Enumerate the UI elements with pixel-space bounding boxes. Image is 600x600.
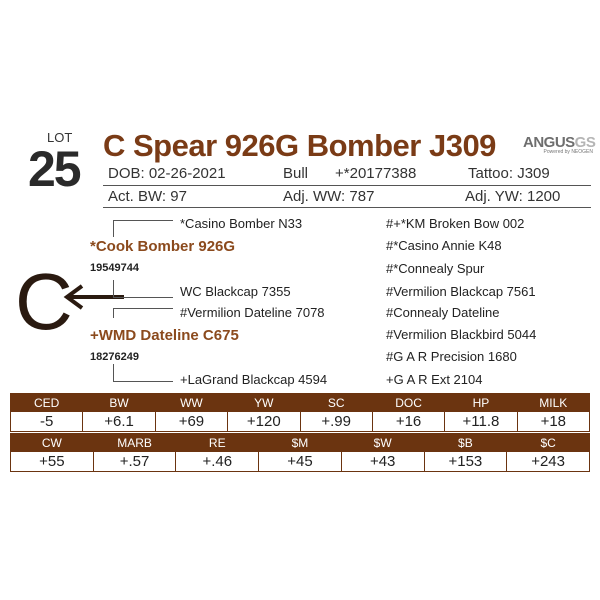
dd-dam: +G A R Ext 2104 <box>386 372 483 387</box>
epd-header: DOC <box>372 394 444 412</box>
ped-line <box>113 220 114 237</box>
header-divider <box>103 185 591 186</box>
ds-sire: #Connealy Dateline <box>386 305 500 320</box>
epd-header: $B <box>424 434 507 452</box>
epd-header: YW <box>228 394 300 412</box>
logo-gs-text: GS <box>574 134 596 151</box>
dam: +WMD Dateline C675 <box>90 327 239 344</box>
tattoo: Tattoo: J309 <box>468 165 550 182</box>
sire-dam: WC Blackcap 7355 <box>180 284 291 299</box>
epd-header: HP <box>445 394 517 412</box>
sd-dam: #Vermilion Blackcap 7561 <box>386 284 536 299</box>
lot-label: LOT <box>47 130 73 145</box>
ped-line <box>113 308 173 309</box>
angus-gs-logo <box>523 134 596 164</box>
epd-header-row <box>11 434 590 452</box>
epd-header: $C <box>507 434 590 452</box>
epd-value: +43 <box>341 452 424 472</box>
epd-value: +69 <box>155 412 227 432</box>
epd-value-row <box>11 452 590 472</box>
sd-sire: #*Connealy Spur <box>386 261 485 276</box>
lot-number: 25 <box>28 141 80 197</box>
epd-value: +18 <box>517 412 589 432</box>
epd-header: MILK <box>517 394 589 412</box>
epd-header: $M <box>259 434 342 452</box>
ped-line <box>113 297 173 298</box>
sire-registration: 19549744 <box>90 262 139 274</box>
epd-header: SC <box>300 394 372 412</box>
marker-letter: C <box>15 257 73 346</box>
dob: DOB: 02-26-2021 <box>108 165 226 182</box>
epd-value: +16 <box>372 412 444 432</box>
epd-header-row <box>11 394 590 412</box>
logo-sub-text: Powered by NEOGEN <box>543 149 593 155</box>
ped-line <box>113 381 173 382</box>
dd-sire: #G A R Precision 1680 <box>386 349 517 364</box>
ss-dam: #*Casino Annie K48 <box>386 238 502 253</box>
ped-line <box>113 220 173 221</box>
epd-header: RE <box>176 434 259 452</box>
epd-value-row <box>11 412 590 432</box>
epd-header: $W <box>341 434 424 452</box>
adjusted-yearling-weight: Adj. YW: 1200 <box>465 188 561 205</box>
ped-line <box>113 308 114 318</box>
epd-table-1 <box>10 393 590 432</box>
animal-name: C Spear 926G Bomber J309 <box>103 128 496 163</box>
ds-dam: #Vermilion Blackbird 5044 <box>386 327 537 342</box>
epd-table-2 <box>10 433 590 472</box>
epd-value: +45 <box>259 452 342 472</box>
logo-main-text: ANGUS <box>523 134 575 151</box>
ped-line <box>113 364 114 381</box>
epd-value: -5 <box>11 412 83 432</box>
epd-value: +.99 <box>300 412 372 432</box>
ped-line <box>113 280 114 297</box>
epd-header: CED <box>11 394 83 412</box>
ss-sire: #+*KM Broken Bow 002 <box>386 216 525 231</box>
epd-value: +.57 <box>93 452 176 472</box>
epd-value: +153 <box>424 452 507 472</box>
registration-number: +*20177388 <box>335 165 417 182</box>
epd-header: WW <box>155 394 227 412</box>
header-divider-bottom <box>103 207 591 208</box>
dam-dam: +LaGrand Blackcap 4594 <box>180 372 328 387</box>
epd-value: +6.1 <box>83 412 155 432</box>
epd-value: +120 <box>228 412 300 432</box>
epd-header: MARB <box>93 434 176 452</box>
epd-header: BW <box>83 394 155 412</box>
dam-sire: #Vermilion Dateline 7078 <box>180 305 325 320</box>
adjusted-weaning-weight: Adj. WW: 787 <box>283 188 375 205</box>
actual-birth-weight: Act. BW: 97 <box>108 188 187 205</box>
epd-value: +.46 <box>176 452 259 472</box>
sex: Bull <box>283 165 309 182</box>
epd-value: +11.8 <box>445 412 517 432</box>
sire: *Cook Bomber 926G <box>90 238 236 255</box>
epd-value: +55 <box>11 452 94 472</box>
epd-value: +243 <box>507 452 590 472</box>
epd-header: CW <box>11 434 94 452</box>
sire-sire: *Casino Bomber N33 <box>180 216 303 231</box>
dam-registration: 18276249 <box>90 351 139 363</box>
